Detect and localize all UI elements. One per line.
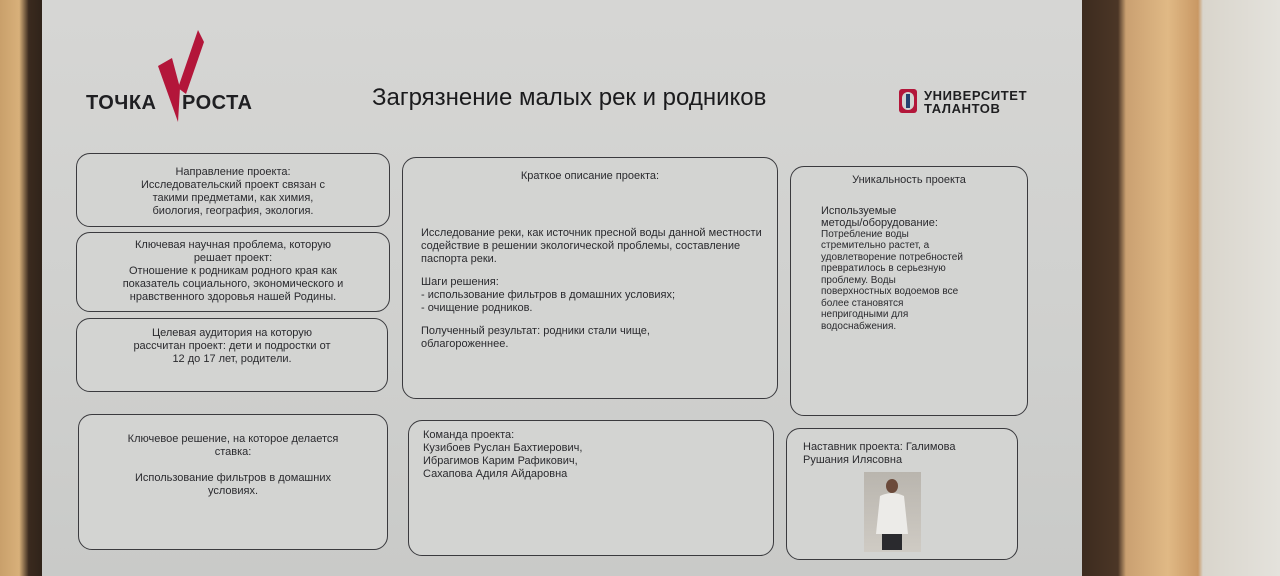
mentor-photo: [864, 472, 921, 552]
description-box: [402, 157, 778, 399]
uniqueness-line: удовлетворение потребностей: [821, 251, 963, 263]
team-member: Ибрагимов Карим Рафикович,: [423, 455, 578, 467]
problem-line: показатель социального, экономического и: [122, 278, 344, 290]
audience-line: Целевая аудитория на которую: [151, 327, 313, 339]
uniqueness-line: Используемые: [821, 204, 897, 217]
uniqueness-line: непригодными для: [821, 309, 909, 320]
logo-right-line1: УНИВЕРСИТЕТ: [924, 88, 1028, 103]
universitet-talantov-logo: [898, 88, 1048, 118]
team-member: Сахапова Адиля Айдаровна: [423, 468, 568, 480]
problem-box: [76, 232, 390, 312]
step-item: - использование фильтров в домашних условиях;: [421, 289, 676, 301]
solution-line: Использование фильтров в домашних: [135, 472, 331, 484]
logo-word-rosta: РОСТА: [182, 92, 253, 114]
uniqueness-line: более становятся: [821, 297, 904, 309]
uniqueness-line: Потребление воды: [821, 228, 909, 240]
solution-line: ставка:: [214, 446, 252, 458]
team-member: Кузибоев Руслан Бахтиерович,: [423, 442, 583, 454]
solution-line: Ключевое решение, на которое делается: [127, 433, 339, 445]
direction-line: Исследовательский проект связан с: [140, 179, 326, 191]
solution-line: [79, 459, 387, 472]
uniqueness-box: [790, 166, 1028, 416]
audience-line: 12 до 17 лет, родители.: [172, 353, 292, 365]
person-photo-icon: [864, 472, 921, 552]
description-heading: Краткое описание проекта:: [520, 170, 660, 182]
solution-line: условиях.: [207, 485, 259, 497]
problem-line: Отношение к родникам родного края как: [128, 265, 337, 277]
wooden-frame-left: [0, 0, 48, 576]
problem-line: решает проект:: [193, 252, 273, 264]
uniqueness-line: проблему. Воды: [821, 274, 896, 286]
direction-heading: Направление проекта:: [175, 166, 291, 178]
problem-line: нравственного здоровья нашей Родины.: [129, 291, 337, 303]
direction-line: биология, география, экология.: [152, 205, 314, 217]
audience-box: [76, 318, 388, 392]
description-line: паспорта реки.: [421, 253, 497, 265]
wall-right: [1078, 0, 1280, 576]
poster-title: Загрязнение малых рек и родников: [372, 84, 767, 111]
step-item: - очищение родников.: [421, 302, 533, 314]
result-line: Полученный результат: родники стали чище,: [421, 325, 650, 337]
steps-heading: Шаги решения:: [421, 276, 499, 288]
direction-line: такими предметами, как химия,: [152, 192, 314, 204]
description-line: содействие в решении экологической проблемы, составление: [421, 240, 741, 252]
direction-box: [76, 153, 390, 227]
uniqueness-line: поверхностных водоемов все: [821, 286, 959, 297]
uniqueness-heading: Уникальность проекта: [852, 174, 966, 186]
audience-line: рассчитан проект: дети и подростки от: [133, 340, 331, 352]
problem-line: Ключевая научная проблема, которую: [135, 239, 331, 251]
team-box: [408, 420, 774, 556]
uniqueness-line: методы/оборудование:: [821, 216, 938, 229]
logo-right-line2: ТАЛАНТОВ: [924, 101, 1001, 116]
logo-word-tochka: ТОЧКА: [86, 92, 157, 114]
uniqueness-line: стремительно растет, а: [821, 240, 930, 251]
mentor-line: Рушания Илясовна: [803, 454, 903, 466]
university-emblem-icon: [898, 88, 918, 114]
team-heading: Команда проекта:: [423, 429, 515, 441]
uniqueness-line: водоснабжения.: [821, 320, 897, 332]
mentor-line: Наставник проекта: Галимова: [803, 441, 956, 453]
tochka-rosta-logo: [86, 30, 266, 125]
uniqueness-line: превратилось в серьезную: [821, 263, 946, 274]
description-line: Исследование реки, как источник пресной воды данной местности: [421, 227, 762, 239]
result-line: облагороженнее.: [421, 338, 509, 350]
solution-box: [78, 414, 388, 550]
